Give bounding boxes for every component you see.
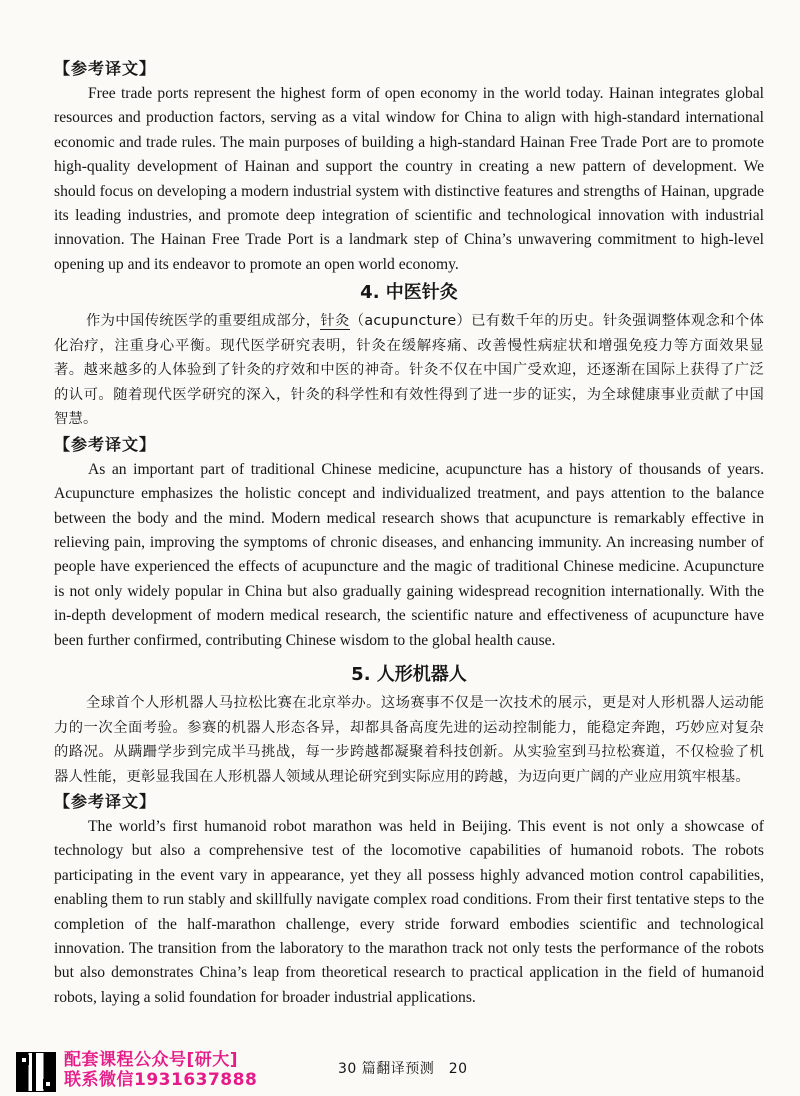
page-footer [0,1052,800,1092]
qr-code-icon [16,1052,56,1092]
reference-translation-tag: 【参考译文】 [54,59,157,78]
section-heading-acupuncture: 4. 中医针灸 [360,282,458,304]
reference-translation-tag: 【参考译文】 [54,434,157,454]
english-paragraph-acupuncture: As an important part of traditional Chinese medicine, acupuncture has a history of thousands of years. Acupuncture emphasizes the holistic concept and individualized treatment, and pays attention to the balance between the body and the mind. Modern medical research shows that acupuncture is remarkably effective in relieving pain, improving the symptoms of chronic diseases, and enhancing immunity. An increasing number of people have experienced the effects of acupuncture and the magic of traditional Chinese medicine. Acupuncture is not only widely popular in China but also gradually gaining widespread recognition internationally. With the in-depth development of modern medical research, the scientific nature and effectiveness of acupuncture have been further confirmed, contributing Chinese wisdom to the global health cause. [54,460,764,649]
english-paragraph-hainan: Free trade ports represent the highest form of open economy in the world today. Hainan integrates global resources and production factors, serving as a vital window for China to align with high-standard international economic and trade rules. The main purposes of building a high-standard Hainan Free Trade Port are to promote high-quality development of Hainan and support the country in creating a new pattern of development. We should focus on developing a modern industrial system with distinctive features and strengths of Hainan, upgrade its leading industries, and promote deep integration of scientific and technological innovation with industrial innovation. The Hainan Free Trade Port is a landmark step of China’s unwavering commitment to high-level opening up and its endeavor to promote an open world economy. [54,85,764,273]
chinese-paragraph-humanoid-robot: 全球首个人形机器人马拉松比赛在北京举办。这场赛事不仅是一次技术的展示，更是对人形机器人运动能力的一次全面考验。参赛的机器人形态各异，却都具备高度先进的运动控制能力，能稳定奔跑，巧妙应对复杂的路况。从蹒跚学步到完成半马挑战，每一步跨越都凝聚着科技创新。从实验室到马拉松赛道，不仅检验了机器人性能，更彰显我国在人形机器人领域从理论研究到实际应用的跨越，为迈向更广阔的产业应用筑牢根基。 [54,695,764,785]
page-number: 30 篇翻译预测 20 [338,1061,468,1077]
underlined-term: 针灸 [320,313,350,330]
chinese-paragraph-acupuncture [54,309,764,432]
english-paragraph-humanoid-robot: The world’s first humanoid robot marathon was held in Beijing. This event is not only a showcase of technology but also a comprehensive test of the locomotive capabilities of humanoid robots. The robots participating in the event vary in appearance, yet they all possess highly advanced motion control capabilities, enabling them to run stably and skillfully navigate complex road conditions. From their first tentative steps to the completion of the half-marathon challenge, every stride forward embodies scientific and technological innovation. The transition from the laboratory to the marathon track not only tests the performance of the robots but also demonstrates China’s leap from theoretical research to practical application in the field of humanoid robots, laying a solid foundation for broader industrial applications. [54,818,764,1006]
section-heading-humanoid-robot: 5. 人形机器人 [351,664,467,685]
page-content [54,56,764,1010]
watermark-line-2: 联系微信1931637888 [64,1070,258,1090]
chinese-text-after: （acupuncture）已有数千年的历史。针灸强调整体观念和个体化治疗，注重身心平衡。现代医学研究表明，针灸在缓解疼痛、改善慢性病症状和增强免疫力等方面效果显著。越来越多的人体验到了针灸的疗效和中医的神奇。针灸不仅在中国广受欢迎，还逐渐在国际上获得了广泛的认可。随着现代医学研究的深入，针灸的科学性和有效性得到了进一步的证实，为全球健康事业贡献了中国智慧。 [54,313,764,428]
reference-translation-tag: 【参考译文】 [54,792,157,811]
chinese-text-before: 作为中国传统医学的重要组成部分， [86,313,321,330]
watermark-line-1: 配套课程公众号[研大] [64,1050,239,1070]
